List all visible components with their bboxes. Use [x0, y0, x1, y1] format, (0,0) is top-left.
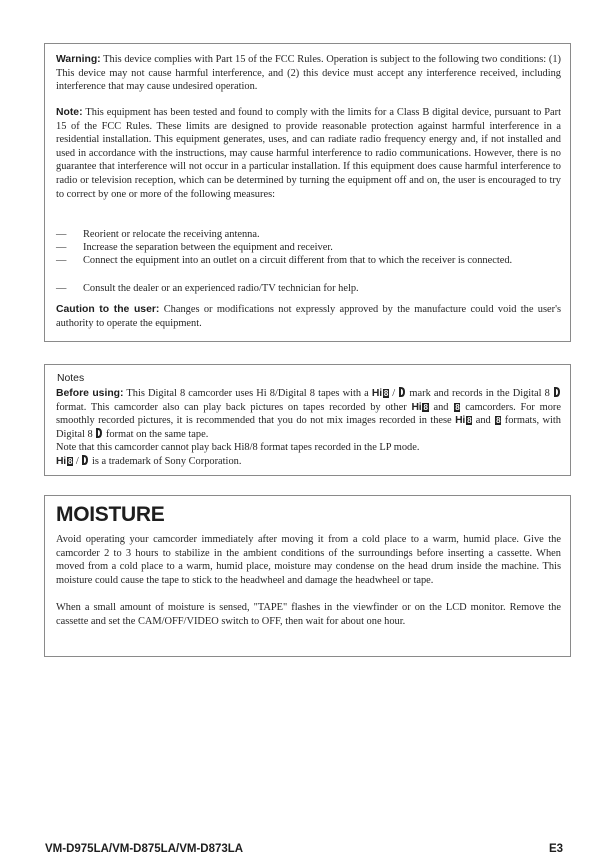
- hi8-logo-box: 8: [467, 416, 472, 426]
- notes-text: formats, with Digital 8: [56, 415, 561, 440]
- hi8-logo-hi: Hi: [411, 401, 422, 413]
- moisture-box: [44, 495, 571, 657]
- caution-paragraph: [56, 303, 561, 330]
- hi8-logo: [455, 414, 472, 428]
- measure-text: Reorient or relocate the receiving antenna.: [83, 229, 260, 240]
- hi8-logo-box: 8: [68, 456, 73, 466]
- notes-text: and: [475, 415, 491, 427]
- measure-item: [56, 282, 561, 296]
- dash: —: [56, 255, 67, 266]
- notes-heading: Notes: [57, 373, 85, 384]
- warning-paragraph: [56, 53, 561, 94]
- hi8-logo-box: 8: [423, 402, 428, 412]
- dash: —: [56, 229, 67, 240]
- measure-item: [56, 254, 561, 268]
- notes-text: This Digital 8 camcorder uses Hi 8/Digital 8 tapes with a: [126, 388, 369, 399]
- hi8-logo-hi: Hi: [56, 455, 66, 467]
- dash: —: [56, 283, 67, 294]
- page-number: E3: [549, 843, 564, 855]
- measure-text: Consult the dealer or an experienced radio/TV technician for help.: [83, 283, 359, 294]
- hi8-logo-box: 8: [383, 389, 389, 398]
- dash: —: [56, 242, 67, 253]
- before-using-label: Before using:: [56, 388, 124, 399]
- caution-label: Caution to the user:: [56, 304, 160, 315]
- digital8-logo-icon: [81, 455, 89, 465]
- hi8-logo: [372, 387, 389, 401]
- warning-text: This device complies with Part 15 of the FCC Rules. Operation is subject to the following two conditions: (1) This device may not cause harmful interference, and (2) this device must accept any interference received, including interference that may cause undesired operation.: [56, 54, 561, 93]
- digital8-logo-icon: [95, 428, 103, 438]
- note-label: Note:: [56, 107, 83, 118]
- notes-text: camcorders. For more smoothly recorded pictures, it is recommended that you do not mix images recorded in these: [56, 401, 561, 427]
- hi8-logo: [411, 401, 428, 415]
- digital8-logo-icon: [553, 387, 561, 397]
- 8mm-logo: [494, 414, 501, 428]
- measure-text: Increase the separation between the equipment and receiver.: [83, 242, 333, 253]
- warning-label: Warning:: [56, 54, 101, 65]
- 8mm-logo-box: 8: [496, 416, 501, 426]
- hi8-logo: [56, 455, 73, 469]
- notes-box: [44, 364, 571, 476]
- caution-text: Changes or modifications not expressly approved by the manufacture could void the user's authority to operate the equipment.: [56, 304, 561, 329]
- trademark-text: is a trademark of Sony Corporation.: [91, 455, 242, 467]
- notes-lp-text: Note that this camcorder cannot play back Hi8/8 format tapes recorded in the LP mode.: [56, 442, 420, 454]
- footer-model-numbers: VM-D975LA/VM-D875LA/VM-D873LA: [45, 843, 244, 855]
- notes-text: mark and records in the Digital 8: [409, 388, 550, 399]
- moisture-paragraph-2: When a small amount of moisture is sensed, "TAPE" flashes in the viewfinder or on the LCD monitor. Remove the cassette and set the CAM/OFF/VIDEO switch to OFF, then wait for about one hour.: [56, 602, 561, 627]
- notes-text: format on the same tape.: [105, 428, 209, 440]
- moisture-paragraph-1: Avoid operating your camcorder immediately after moving it from a cold place to a warm, humid place. Give the camcorder 2 to 3 hours to stabilize in the ambient conditions of the surroundings before inserting a cassette. When moved from a cold place to a warm, humid place, moisture may condense on the head drum inside the machine. This moisture could cause the tape to stick to the headwheel and damage the headwheel or tape.: [56, 534, 561, 586]
- notes-text: and: [433, 401, 449, 413]
- measure-item: [56, 228, 561, 242]
- moisture-title: MOISTURE: [56, 503, 165, 526]
- fcc-notice-box: [44, 43, 571, 342]
- notes-text: format. This camcorder also can play back pictures on tapes recorded by other: [56, 401, 407, 413]
- hi8-logo-hi: Hi: [455, 415, 466, 427]
- measure-item: [56, 241, 561, 255]
- note-paragraph: [56, 106, 561, 201]
- 8mm-logo: [453, 401, 460, 415]
- before-using-paragraph: Before using: This Digital 8 camcorder uses Hi 8/Digital 8 tapes with a Hi 8 / mark and records in the Digital 8 format. This camcorder also can play back pictures on tapes recorded by other Hi 8 and 8 camcorders. For more smoothly recorded pictures, it is recommended that you do not mix images recorded in these Hi 8 and 8 formats, with Digital 8 format on the same tape. Note that this camcorder cannot play back Hi8/8 format tapes recorded in the LP mode. Hi 8 / is a trademark of Sony Corporation.: [56, 388, 561, 467]
- 8mm-logo-box: 8: [455, 402, 460, 412]
- note-text: This equipment has been tested and found to comply with the limits for a Class B digital device, pursuant to Part 15 of the FCC Rules. These limits are designed to provide reasonable protection against harmful interference in a residential installation. This equipment generates, uses, and can radiate radio frequency energy and, if not installed and used in accordance with the instructions, may cause harmful interference to radio communications. However, there is no guarantee that interference will not occur in a particular installation. If this equipment does cause harmful interference to radio or television reception, which can be determined by turning the equipment off and on, the user is encouraged to try to correct by one or more of the following measures:: [56, 107, 561, 200]
- digital8-logo-icon: [398, 387, 406, 397]
- hi8-logo-hi: Hi: [371, 388, 382, 399]
- measure-text: Connect the equipment into an outlet on a circuit different from that to which the receiver is connected.: [83, 255, 513, 266]
